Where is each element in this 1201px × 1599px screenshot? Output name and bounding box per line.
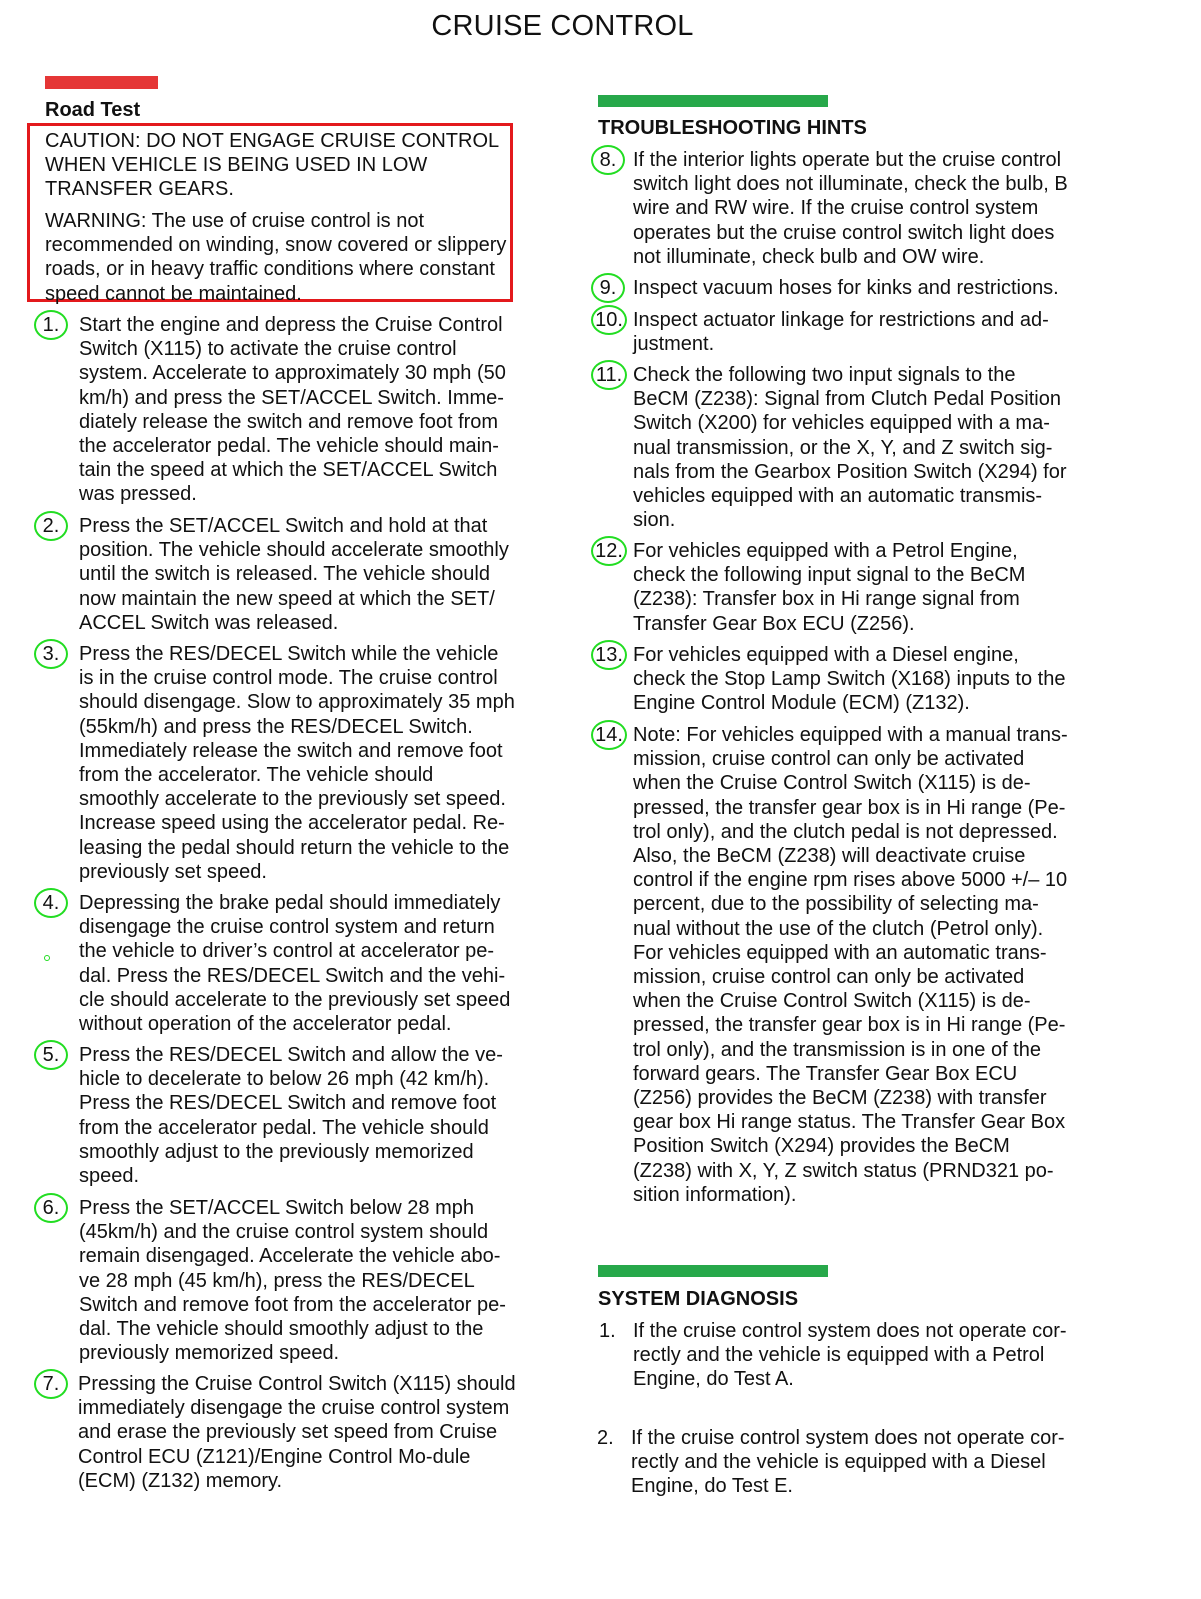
item-number: 7. [42, 1373, 60, 1395]
item-number: 9. [599, 277, 617, 299]
item-number: 2. [42, 515, 60, 537]
stray-mark [44, 955, 50, 961]
item-text: Press the SET/ACCEL Switch below 28 mph (45km/h) and the cruise control system should remain disengaged. Accelerate the vehicle abo-ve 28 mph (45 km/h), press the RES/DECEL Switch and remove foot from the accelerator pe-dal. The vehicle should smoothly adjust to the previously memorized speed. [79, 1197, 506, 1365]
item-number: 5. [42, 1044, 60, 1066]
item-text: If the cruise control system does not operate cor-rectly and the vehicle is equipped with a Diesel Engine, do Test E. [631, 1427, 1065, 1498]
system-diagnosis-heading: SYSTEM DIAGNOSIS [598, 1288, 799, 1310]
item-text: Note: For vehicles equipped with a manual trans-mission, cruise control can only be activated when the Cruise Control Switch (X115) is de-pressed, the transfer gear box is in Hi range (Pe-trol only), and the clutch pedal is not depressed. Also, the BeCM (Z238) will deactivate cruise control if the engine rpm rises above 5000 +/– 10 percent, due to the possibility of selecting ma-nual without the use of the clutch (Petrol only). For vehicles equipped with an automatic trans-mission, cruise control can only be activated when the Cruise Control Switch (X115) is de-pressed, the transfer gear box is in Hi range (Pe-trol only), and the transmission is in one of the forward gears. The Transfer Gear Box ECU (Z256) provides the BeCM (Z238) with transfer gear box Hi range status. The Transfer Gear Box Position Switch (X294) provides the BeCM (Z238) with X, Y, Z switch status (PRND321 po-sition information). [633, 724, 1068, 1206]
road-test-bar [45, 76, 158, 89]
item-number: 2. [597, 1427, 614, 1449]
item-number: 1. [599, 1320, 616, 1342]
road-test-heading: Road Test [45, 99, 141, 121]
item-text: Inspect actuator linkage for restrictions and ad-justment. [633, 309, 1049, 356]
item-text: Press the RES/DECEL Switch while the vehicle is in the cruise control mode. The cruise control should disengage. Slow to approximately 35 mph (55km/h) and press the RES/DECEL Switch. Immediately release the switch and remove foot from the accelerator. The vehicle should smoothly accelerate to the previously set speed. Increase speed using the accelerator pedal. Re-leasing the pedal should return the vehicle to the previously set speed. [79, 643, 515, 883]
item-text: Check the following two input signals to the BeCM (Z238): Signal from Clutch Pedal Position Switch (X200) for vehicles equipped with a ma-nual transmission, or the X, Y, and Z switch sig-nals from the Gearbox Position Switch (X294) for vehicles equipped with an automatic transmis-sion. [633, 364, 1067, 532]
item-number: 6. [42, 1197, 60, 1219]
item-text: Press the RES/DECEL Switch and allow the ve-hicle to decelerate to below 26 mph (42 km/h). Press the RES/DECEL Switch and remove foot from the accelerator pedal. The vehicle should smoothly adjust to the previously memorized speed. [79, 1044, 503, 1188]
item-number: 1. [42, 314, 60, 336]
troubleshooting-bar [598, 95, 828, 107]
page-title: CRUISE CONTROL [431, 10, 694, 42]
caution-text: CAUTION: DO NOT ENGAGE CRUISE CONTROL WHEN VEHICLE IS BEING USED IN LOW TRANSFER GEARS. [45, 130, 499, 201]
item-number: 13. [595, 644, 623, 666]
item-number: 14. [595, 724, 623, 746]
item-number: 11. [595, 364, 623, 386]
item-number: 12. [595, 540, 623, 562]
item-number: 10. [595, 309, 623, 331]
item-text: Press the SET/ACCEL Switch and hold at that position. The vehicle should accelerate smoothly until the switch is released. The vehicle should now maintain the new speed at which the SET/ ACCEL Switch was released. [79, 515, 509, 634]
item-text: Inspect vacuum hoses for kinks and restrictions. [633, 277, 1059, 299]
item-text: Start the engine and depress the Cruise Control Switch (X115) to activate the cruise control system. Accelerate to approximately 30 mph (50 km/h) and press the SET/ACCEL Switch. Imme-diately release the switch and remove foot from the accelerator pedal. The vehicle should main-tain the speed at which the SET/ACCEL Switch was pressed. [79, 314, 506, 506]
item-number: 4. [42, 892, 60, 914]
warning-text: WARNING: The use of cruise control is not recommended on winding, snow covered or slippery roads, or in heavy traffic conditions where constant speed cannot be maintained. [45, 210, 507, 305]
troubleshooting-heading: TROUBLESHOOTING HINTS [598, 117, 867, 139]
item-text: If the interior lights operate but the cruise control switch light does not illuminate, check the bulb, B wire and RW wire. If the cruise control system operates but the cruise control switch light does not illuminate, check bulb and OW wire. [633, 149, 1068, 268]
item-text: For vehicles equipped with a Diesel engine, check the Stop Lamp Switch (X168) inputs to the Engine Control Module (ECM) (Z132). [633, 644, 1066, 715]
item-text: If the cruise control system does not operate cor-rectly and the vehicle is equipped with a Petrol Engine, do Test A. [633, 1320, 1067, 1391]
item-text: Depressing the brake pedal should immediately disengage the cruise control system and return the vehicle to driver’s control at accelerator pe-dal. Press the RES/DECEL Switch and the vehi-cle should accelerate to the previously set speed without operation of the accelerator pedal. [79, 892, 511, 1036]
item-number: 8. [599, 149, 617, 171]
item-text: Pressing the Cruise Control Switch (X115) should immediately disengage the cruise control system and erase the previously set speed from Cruise Control ECU (Z121)/Engine Control Mo-dule (ECM) (Z132) memory. [78, 1373, 516, 1492]
item-text: For vehicles equipped with a Petrol Engine, check the following input signal to the BeCM (Z238): Transfer box in Hi range signal from Transfer Gear Box ECU (Z256). [633, 540, 1026, 635]
system-diagnosis-bar [598, 1265, 828, 1277]
item-number: 3. [42, 643, 60, 665]
